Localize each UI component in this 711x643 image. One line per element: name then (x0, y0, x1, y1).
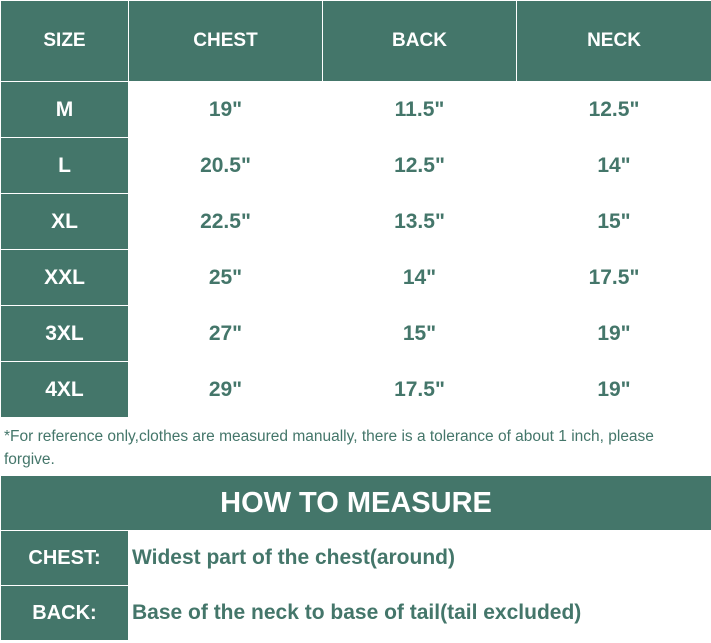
back-cell: 15" (323, 306, 517, 362)
header-back: BACK (323, 1, 517, 82)
chest-cell: 27" (129, 306, 323, 362)
how-to-measure-title: HOW TO MEASURE (1, 476, 711, 531)
size-cell: L (1, 138, 129, 194)
size-chart-header-row (1, 1, 711, 82)
table-row (1, 362, 711, 418)
chest-cell: 25" (129, 250, 323, 306)
size-cell: XL (1, 194, 129, 250)
table-row (1, 194, 711, 250)
measurement-note: *For reference only,clothes are measured manually, there is a tolerance of about 1 inch, please forgive. (4, 428, 654, 468)
header-chest: CHEST (129, 1, 323, 82)
measure-row-chest (1, 531, 711, 586)
neck-cell: 12.5" (517, 82, 711, 138)
header-neck: NECK (517, 1, 711, 82)
measure-row-back (1, 586, 711, 641)
chest-cell: 19" (129, 82, 323, 138)
neck-cell: 19" (517, 306, 711, 362)
measure-desc-chest: Widest part of the chest(around) (129, 531, 711, 586)
back-cell: 12.5" (323, 138, 517, 194)
table-row (1, 250, 711, 306)
header-size: SIZE (1, 1, 129, 82)
back-cell: 13.5" (323, 194, 517, 250)
back-cell: 17.5" (323, 362, 517, 418)
neck-cell: 15" (517, 194, 711, 250)
back-cell: 14" (323, 250, 517, 306)
back-cell: 11.5" (323, 82, 517, 138)
size-cell: M (1, 82, 129, 138)
neck-cell: 17.5" (517, 250, 711, 306)
size-cell: 3XL (1, 306, 129, 362)
measure-label-chest: CHEST: (1, 531, 129, 586)
table-row (1, 306, 711, 362)
size-cell: 4XL (1, 362, 129, 418)
chest-cell: 22.5" (129, 194, 323, 250)
table-row (1, 138, 711, 194)
measure-label-back: BACK: (1, 586, 129, 641)
measure-desc-back: Base of the neck to base of tail(tail excluded) (129, 586, 711, 641)
neck-cell: 14" (517, 138, 711, 194)
size-cell: XXL (1, 250, 129, 306)
chest-cell: 29" (129, 362, 323, 418)
chest-cell: 20.5" (129, 138, 323, 194)
neck-cell: 19" (517, 362, 711, 418)
table-row (1, 82, 711, 138)
how-to-measure-table (0, 475, 711, 641)
